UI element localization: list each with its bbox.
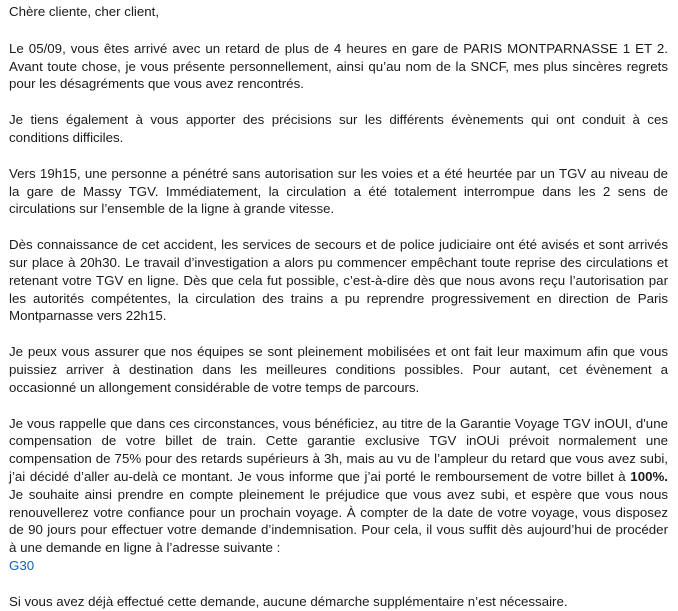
refund-percentage: 100%. xyxy=(630,468,668,484)
paragraph-incident: Vers 19h15, une personne a pénétré sans autorisation sur les voies et a été heurtée par un TGV au niveau de la gare de Massy TGV. Immédiatement, la circulation a été totalement interrompue dans les 2 sens de circulations sur l’ensemble de la ligne à grande vitesse. xyxy=(9,165,668,217)
compensation-text-2: Je souhaite ainsi prendre en compte pleinement le préjudice que vous avez subi, et espère que vous nous renouvellerez votre confiance pour un prochain voyage. À compter de la date de votre voyage, vous disposez de 90 jours pour effectuer votre demande d’indemnisation. Pour cela, il vous suffit dès aujourd’hui de procéder à une demande en ligne à l’adresse suivante : xyxy=(9,486,668,556)
paragraph-compensation xyxy=(9,415,668,575)
claim-link[interactable]: G30 xyxy=(9,557,35,573)
greeting: Chère cliente, cher client, xyxy=(9,4,160,19)
paragraph-apology: Le 05/09, vous êtes arrivé avec un retard de plus de 4 heures en gare de PARIS MONTPARNASSE 1 ET 2. Avant toute chose, je vous présente personnellement, ainsi qu’au nom de la SNCF, mes plus sincères regrets pour les désagréments que vous avez rencontrés. xyxy=(9,40,668,92)
paragraph-closing: Si vous avez déjà effectué cette demande, aucune démarche supplémentaire n’est nécessaire. xyxy=(9,593,568,609)
paragraph-mobilisation: Je peux vous assurer que nos équipes se sont pleinement mobilisées et ont fait leur maximum afin que vous puissiez arriver à destination dans les meilleures conditions possibles. Pour autant, cet évènement a occasionné un allongement considérable de votre temps de parcours. xyxy=(9,344,668,395)
compensation-text-1: Je vous rappelle que dans ces circonstances, vous bénéficiez, au titre de la Garantie Voyage TGV inOUI, d'une compensation de votre billet de train. Cette garantie exclusive TGV inOUi prévoit normalement une compensation de 75% pour des retards supérieurs à 3h, mais au vu de l’ampleur du retard que vous avez subi, j’ai décidé d’aller au-delà ce montant. Je vous informe que j’ai porté le remboursement de votre billet à xyxy=(9,415,668,484)
paragraph-investigation: Dès connaissance de cet accident, les services de secours et de police judiciaire ont été avisés et sont arrivés sur place à 20h30. Le travail d’investigation a alors pu commencer empêchant toute reprise des circulations et retenant votre TGV en ligne. Dès que cela fut possible, c’est-à-dire dès que nous avons reçu l’autorisation par les autorités compétentes, la circulation des trains a pu reprendre progressivement en direction de Paris Montparnasse vers 22h15. xyxy=(9,237,668,324)
paragraph-intro: Je tiens également à vous apporter des précisions sur les différents évènements qui ont conduit à ces conditions difficiles. xyxy=(9,112,668,145)
